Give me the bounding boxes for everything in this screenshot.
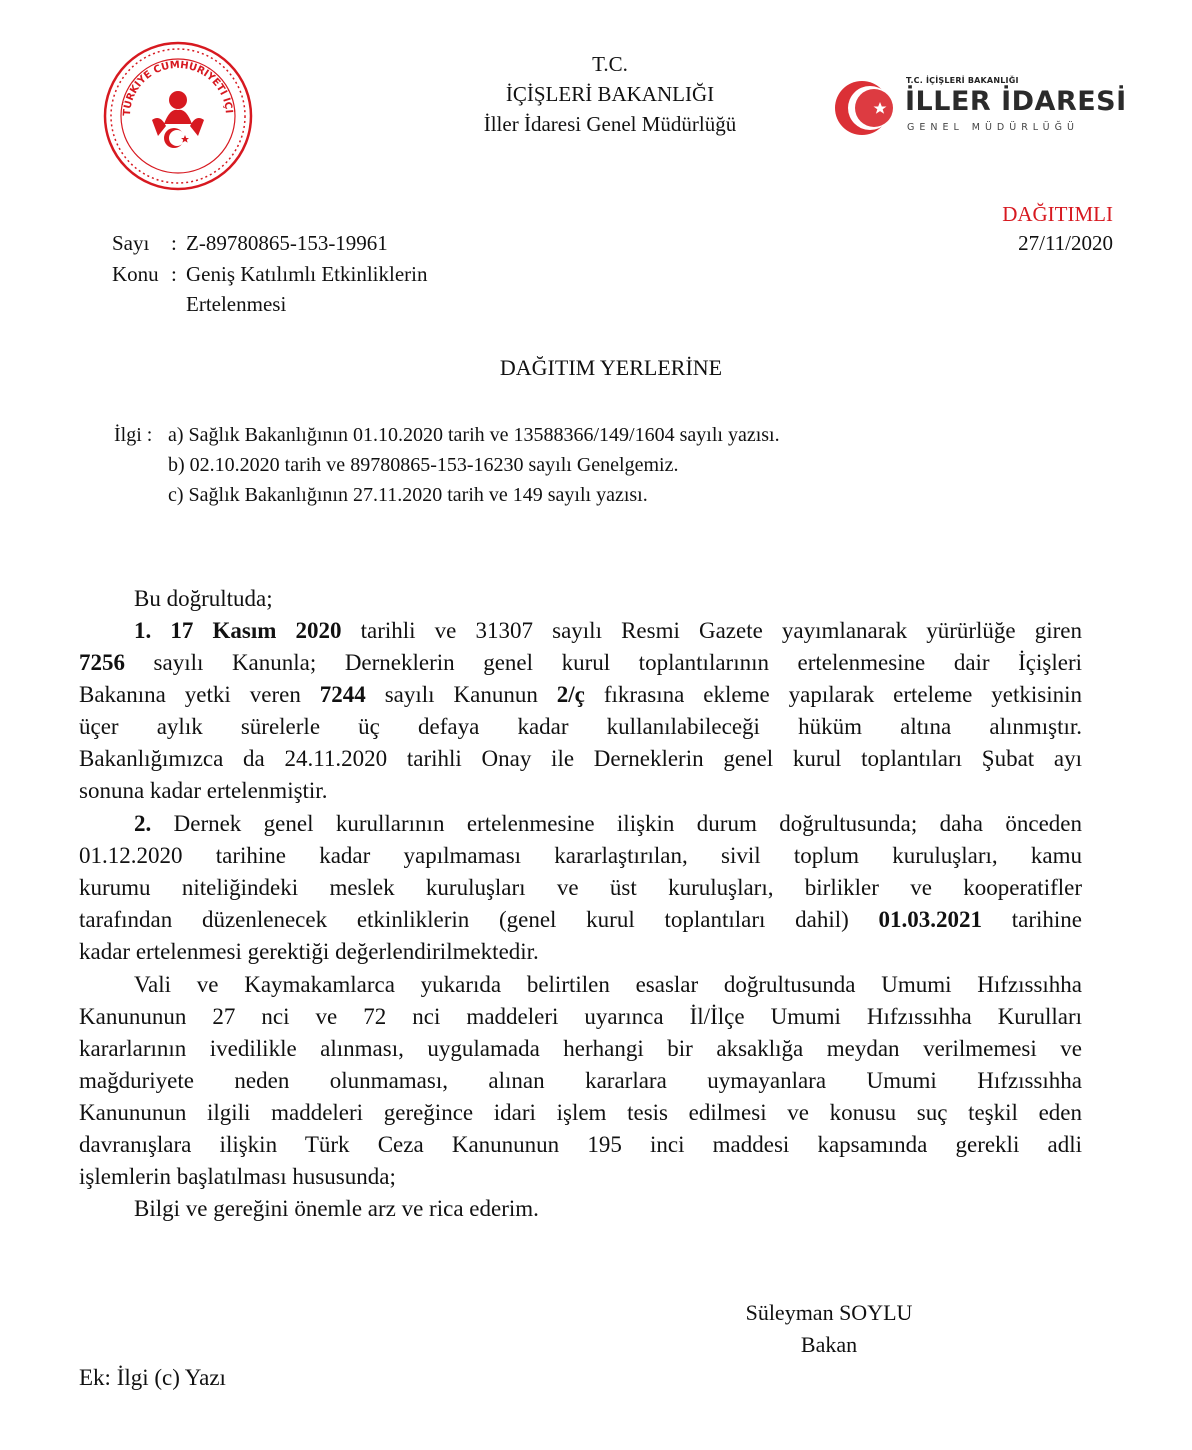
p1-line1: 1. 17 Kasım 2020 tarihli ve 31307 sayılı Resmi Gazete yayımlanarak yürürlüğe giren xyxy=(134,618,1083,643)
p2-line2: 01.12.2020 tarihine kadar yapılmaması kararlaştırılan, sivil toplum kuruluşları, kamu xyxy=(79,843,1082,868)
p3-line5: Kanununun ilgili maddeleri gereğince idari işlem tesis edilmesi ve konusu suç teşkil eden xyxy=(79,1100,1082,1125)
body-intro: Bu doğrultuda; xyxy=(134,586,273,611)
ministry-seal-logo xyxy=(100,40,256,192)
p2-line3: kurumu niteliğindeki meslek kuruluşları ve üst kuruluşları, birlikler ve kooperatifler xyxy=(79,875,1082,900)
ilgi-item-a: a) Sağlık Bakanlığının 01.10.2020 tarih ve 13588366/149/1604 sayılı yazısı. xyxy=(168,424,780,446)
p3-line7: işlemlerin başlatılması hususunda; xyxy=(79,1164,396,1189)
iller-idaresi-logo xyxy=(834,76,1127,140)
konu-value-line1: Geniş Katılımlı Etkinliklerin xyxy=(186,262,428,286)
header-directorate: İller İdaresi Genel Müdürlüğü xyxy=(483,112,737,136)
sayi-colon: : xyxy=(171,231,177,255)
svg-text:TÜRKİYE CUMHURİYETİ İÇİŞLERİ B xyxy=(100,40,237,116)
p1-line4: üçer aylık sürelerle üç defaya kadar kullanılabileceği hüküm altına alınmıştır. xyxy=(79,714,1082,739)
header-ministry: İÇİŞLERİ BAKANLIĞI xyxy=(505,82,715,106)
sayi-label: Sayı xyxy=(112,231,150,255)
p3-line2: Kanununun 27 nci ve 72 nci maddeleri uyarınca İl/İlçe Umumi Hıfzıssıhha Kurulları xyxy=(79,1004,1082,1029)
p2-line4: tarafından düzenlenecek etkinliklerin (genel kurul toplantıları dahil) 01.03.2021 tarihine xyxy=(79,907,1082,932)
p2-line1: 2. Dernek genel kurullarının ertelenmesine ilişkin durum doğrultusunda; daha önceden xyxy=(134,811,1082,836)
p3-line1: Vali ve Kaymakamlarca yukarıda belirtilen esaslar doğrultusunda Umumi Hıfzıssıhha xyxy=(134,972,1082,997)
attachment-note: Ek: İlgi (c) Yazı xyxy=(79,1365,226,1390)
signature-title: Bakan xyxy=(800,1332,858,1357)
p2-line5: kadar ertelenmesi gerektiği değerlendirilmektedir. xyxy=(79,939,539,964)
konu-value-line2: Ertelenmesi xyxy=(186,292,287,316)
logo-sub-text: GENEL MÜDÜRLÜĞÜ xyxy=(907,122,1079,133)
konu-colon: : xyxy=(171,262,177,286)
p3-line6: davranışlara ilişkin Türk Ceza Kanununun 195 inci maddesi kapsamında gerekli adli xyxy=(79,1132,1082,1157)
konu-label: Konu xyxy=(112,262,159,286)
ilgi-item-c: c) Sağlık Bakanlığının 27.11.2020 tarih ve 149 sayılı yazısı. xyxy=(168,484,648,506)
p1-line6: sonuna kadar ertelenmiştir. xyxy=(79,778,328,803)
signature-name: Süleyman SOYLU xyxy=(745,1300,913,1325)
closing-line: Bilgi ve gereğini önemle arz ve rica ederim. xyxy=(134,1196,539,1221)
p3-line3: kararlarının ivedilikle alınması, uygulamada herhangi bir aksaklığa meydan verilmemesi ve xyxy=(79,1036,1082,1061)
ilgi-item-b: b) 02.10.2020 tarih ve 89780865-153-16230 sayılı Genelgemiz. xyxy=(168,454,679,476)
sayi-value: Z-89780865-153-19961 xyxy=(186,231,388,255)
p1-line5: Bakanlığımızca da 24.11.2020 tarihli Onay ile Derneklerin genel kurul toplantıları Şubat ayı xyxy=(79,746,1082,771)
distribution-label: DAĞITIMLI xyxy=(1002,202,1113,226)
recipient-heading: DAĞITIM YERLERİNE xyxy=(499,355,723,380)
logo-top-text: T.C. İÇİŞLERİ BAKANLIĞI xyxy=(906,76,1019,85)
ilgi-label: İlgi : xyxy=(114,424,153,446)
p1-line2: 7256 sayılı Kanunla; Derneklerin genel kurul toplantılarının ertelenmesine dair İçişleri xyxy=(79,650,1082,675)
seal-text: TÜRKİYE CUMHURİYETİ İÇİ xyxy=(121,59,234,117)
logo-main-text: İLLER İDARESİ xyxy=(905,86,1127,117)
document-date: 27/11/2020 xyxy=(1018,231,1113,255)
p1-line3: Bakanına yetki veren 7244 sayılı Kanunun 2/ç fıkrasına ekleme yapılarak erteleme yetkisinin xyxy=(79,682,1082,707)
p3-line4: mağduriyete neden olunmaması, alınan kararlara uymayanlara Umumi Hıfzıssıhha xyxy=(79,1068,1082,1093)
header-tc: T.C. xyxy=(592,52,628,76)
